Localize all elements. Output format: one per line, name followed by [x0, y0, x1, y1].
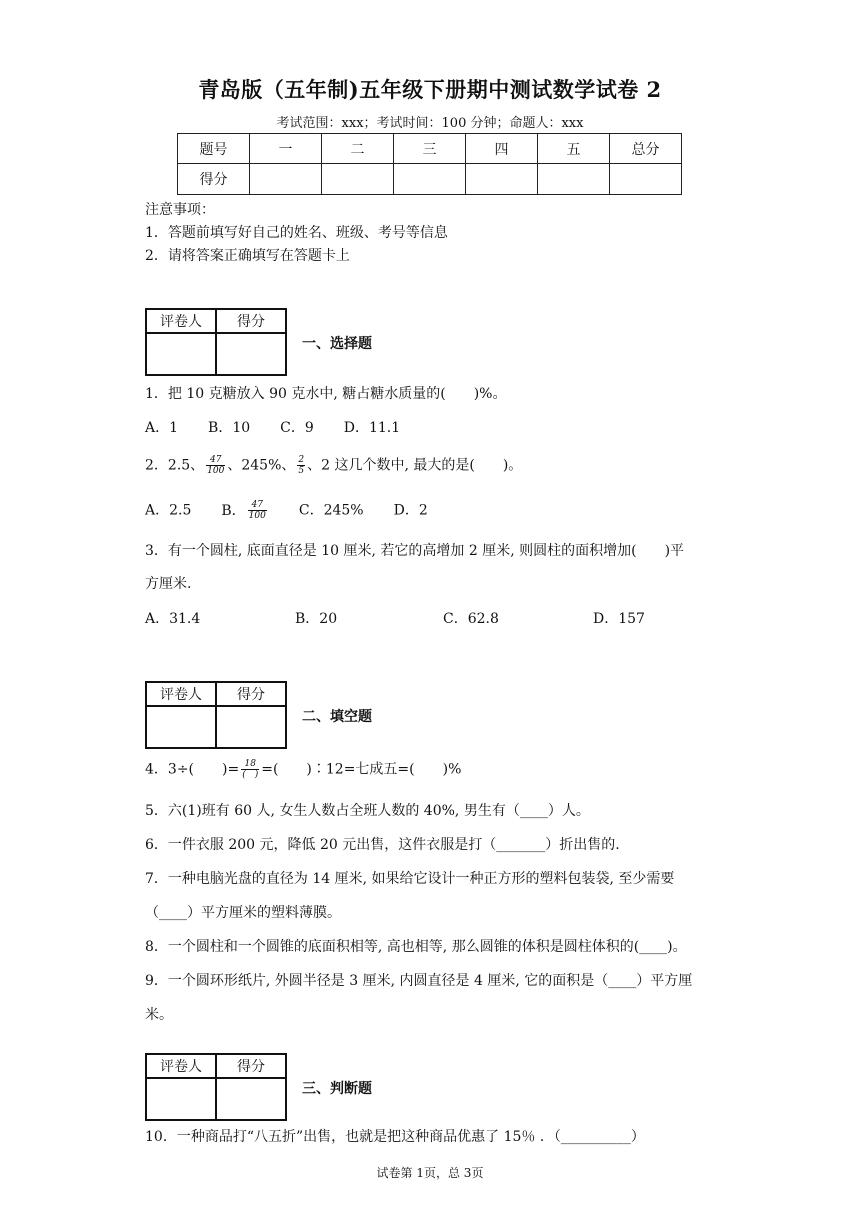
notes-item: 2．请将答案正确填写在答题卡上	[145, 248, 350, 264]
score-cell[interactable]	[250, 164, 322, 195]
grader-label: 评卷人	[146, 309, 216, 333]
option[interactable]: B．10	[208, 420, 251, 436]
grader-score-label: 得分	[216, 1054, 286, 1078]
page-title: 青岛版（五年制)五年级下册期中测试数学试卷 2	[198, 77, 662, 102]
option[interactable]: B．20	[295, 611, 338, 627]
question-2-options	[145, 500, 428, 521]
option[interactable]: D．2	[393, 502, 428, 519]
score-table-header-row	[178, 134, 682, 164]
question-2	[145, 455, 522, 476]
grader-score-label: 得分	[216, 682, 286, 706]
q2-text: 、245%、	[227, 457, 296, 474]
grader-score-cell[interactable]	[216, 333, 286, 375]
option[interactable]: C．9	[280, 420, 314, 436]
grader-label: 评卷人	[146, 1054, 216, 1078]
score-cell[interactable]	[466, 164, 538, 195]
option[interactable]: A．2.5	[145, 502, 192, 519]
fraction: $\frac{2}{5}$	[298, 455, 305, 476]
grader-box	[145, 308, 287, 376]
option[interactable]: A．1	[145, 420, 179, 436]
grader-score-cell[interactable]	[216, 1078, 286, 1120]
q2-text: 、2 这几个数中, 最大的是( )。	[307, 457, 523, 474]
score-table-score-row	[178, 164, 682, 195]
question-6: 6．一件衣服 200 元，降低 20 元出售，这件衣服是打（_______）折出售的.	[145, 837, 620, 853]
q2-text: 2．2.5、	[145, 457, 205, 474]
section-title: 一、选择题	[302, 336, 372, 352]
option[interactable]: B． $\frac{47}{100}$	[221, 500, 266, 521]
option[interactable]: C．245%	[298, 502, 364, 519]
score-header-cell: 题号	[178, 134, 250, 164]
score-cell[interactable]	[610, 164, 682, 195]
option[interactable]: A．31.4	[145, 611, 201, 627]
grader-box	[145, 681, 287, 749]
score-header-cell: 四	[466, 134, 538, 164]
grader-box	[145, 1053, 287, 1121]
section-title: 二、填空题	[302, 709, 372, 725]
option[interactable]: C．62.8	[443, 611, 499, 627]
question-9-cont: 米。	[145, 1007, 173, 1023]
score-row-label: 得分	[178, 164, 250, 195]
question-1-options	[145, 418, 400, 438]
score-cell[interactable]	[538, 164, 610, 195]
fraction: $\frac{18}{( )}$	[242, 759, 259, 780]
exam-info: 考试范围：xxx；考试时间：100 分钟；命题人：xxx	[276, 116, 584, 131]
notes-item: 1．答题前填写好自己的姓名、班级、考号等信息	[145, 225, 448, 241]
question-7: 7．一种电脑光盘的直径为 14 厘米, 如果给它设计一种正方形的塑料包装袋, 至少需要	[145, 871, 675, 887]
option[interactable]: D．157	[593, 611, 645, 627]
question-10: 10．一种商品打“八五折”出售，也就是把这种商品优惠了 15％ ．（__________）	[145, 1129, 645, 1145]
score-cell[interactable]	[322, 164, 394, 195]
notes	[145, 199, 448, 268]
question-5: 5．六(1)班有 60 人, 女生人数占全班人数的 40%, 男生有（____）人。	[145, 803, 590, 819]
grader-cell[interactable]	[146, 706, 216, 748]
score-header-cell: 三	[394, 134, 466, 164]
question-1: 1．把 10 克糖放入 90 克水中, 糖占糖水质量的( )%。	[145, 386, 507, 402]
score-table	[177, 133, 682, 195]
score-header-cell: 二	[322, 134, 394, 164]
grader-cell[interactable]	[146, 1078, 216, 1120]
grader-score-label: 得分	[216, 309, 286, 333]
notes-heading: 注意事项：	[145, 202, 215, 218]
question-8: 8．一个圆柱和一个圆锥的底面积相等, 高也相等, 那么圆锥的体积是圆柱体积的(____)。	[145, 939, 687, 955]
question-7-cont: （____）平方厘米的塑料薄膜。	[145, 905, 341, 921]
page-footer: 试卷第 1页，总 3页	[376, 1166, 484, 1180]
grader-score-cell[interactable]	[216, 706, 286, 748]
question-4: 4．3÷( )= $\frac{18}{( )}$ =( )∶12=七成五=( )%	[145, 759, 462, 780]
option[interactable]: D．11.1	[343, 420, 401, 436]
score-cell[interactable]	[394, 164, 466, 195]
score-header-cell: 五	[538, 134, 610, 164]
grader-cell[interactable]	[146, 333, 216, 375]
score-header-cell: 总分	[610, 134, 682, 164]
question-3-cont: 方厘米.	[145, 576, 192, 592]
question-3: 3．有一个圆柱, 底面直径是 10 厘米, 若它的高增加 2 厘米, 则圆柱的面积增加( )平	[145, 543, 685, 559]
question-9: 9．一个圆环形纸片, 外圆半径是 3 厘米, 内圆直径是 4 厘米, 它的面积是（____）平方厘	[145, 973, 693, 989]
grader-label: 评卷人	[146, 682, 216, 706]
score-header-cell: 一	[250, 134, 322, 164]
section-title: 三、判断题	[302, 1081, 372, 1097]
fraction: $\frac{47}{100}$	[207, 455, 225, 476]
